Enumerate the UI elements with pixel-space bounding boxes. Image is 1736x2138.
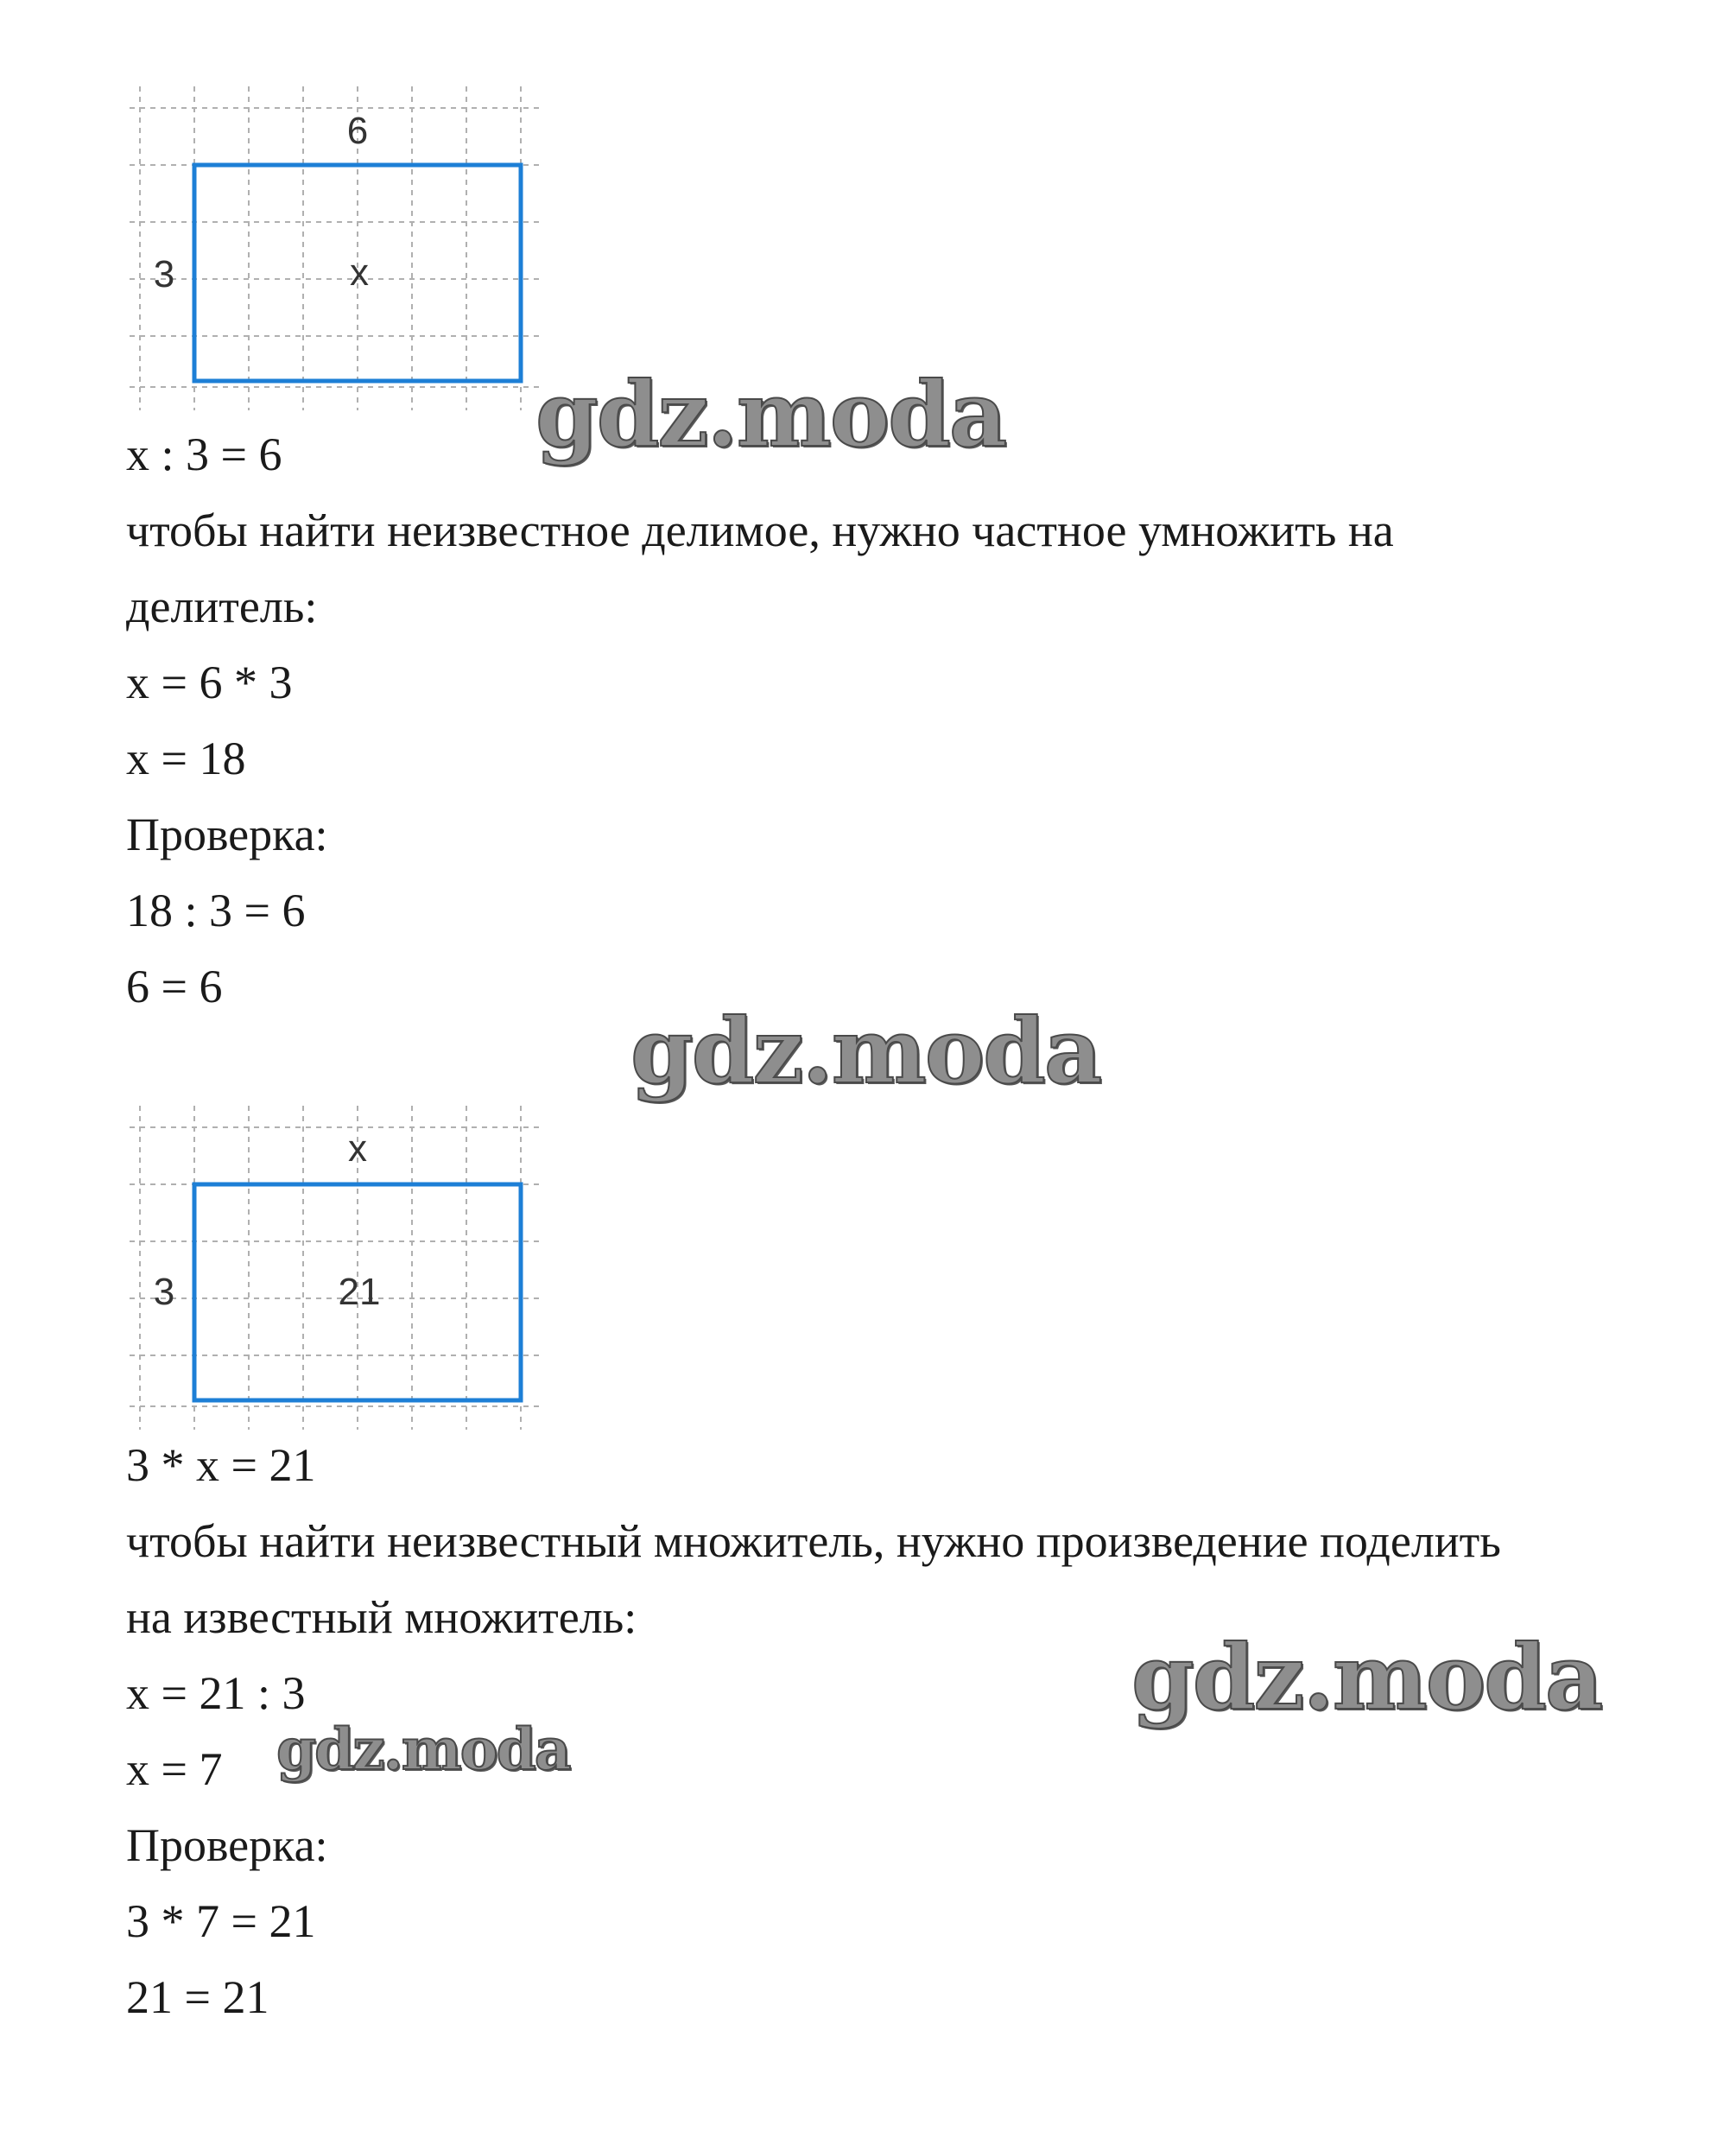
diagram-2 (130, 1106, 544, 1434)
rule-line-continued: делитель: (126, 580, 318, 632)
rule-line-continued: на известный множитель: (126, 1591, 637, 1643)
solution-result: x = 7 (126, 1743, 223, 1795)
check-result: 6 = 6 (126, 961, 223, 1012)
diagram-1 (130, 86, 544, 415)
check-heading: Проверка: (126, 1819, 328, 1871)
check-step: 18 : 3 = 6 (126, 885, 306, 936)
watermark-3: gdz.moda (1131, 1624, 1602, 1730)
watermark-4: gdz.moda (276, 1716, 570, 1783)
top-label: x (348, 1127, 367, 1170)
side-label: 3 (153, 253, 175, 295)
grid-rectangle-diagram (130, 1106, 544, 1434)
check-heading: Проверка: (126, 809, 328, 860)
equation-line: x : 3 = 6 (126, 428, 282, 480)
check-step: 3 * 7 = 21 (126, 1895, 316, 1947)
center-label: x (350, 251, 369, 294)
side-label: 3 (153, 1271, 175, 1313)
top-label: 6 (346, 110, 369, 152)
grid-rectangle-diagram (130, 86, 544, 415)
solution-step: x = 21 : 3 (126, 1667, 306, 1719)
check-result: 21 = 21 (126, 1971, 269, 2023)
solution-step: x = 6 * 3 (126, 657, 293, 708)
watermark-2: gdz.moda (630, 998, 1101, 1104)
rule-line: чтобы найти неизвестное делимое, нужно частное умножить на (126, 504, 1394, 556)
solution-result: x = 18 (126, 733, 246, 784)
center-label: 21 (338, 1271, 381, 1313)
equation-line: 3 * x = 21 (126, 1439, 316, 1491)
grid-lines (130, 86, 540, 410)
watermark-1: gdz.moda (535, 361, 1006, 467)
rule-line: чтобы найти неизвестный множитель, нужно произведение поделить (126, 1515, 1501, 1567)
grid-lines (130, 1106, 540, 1430)
